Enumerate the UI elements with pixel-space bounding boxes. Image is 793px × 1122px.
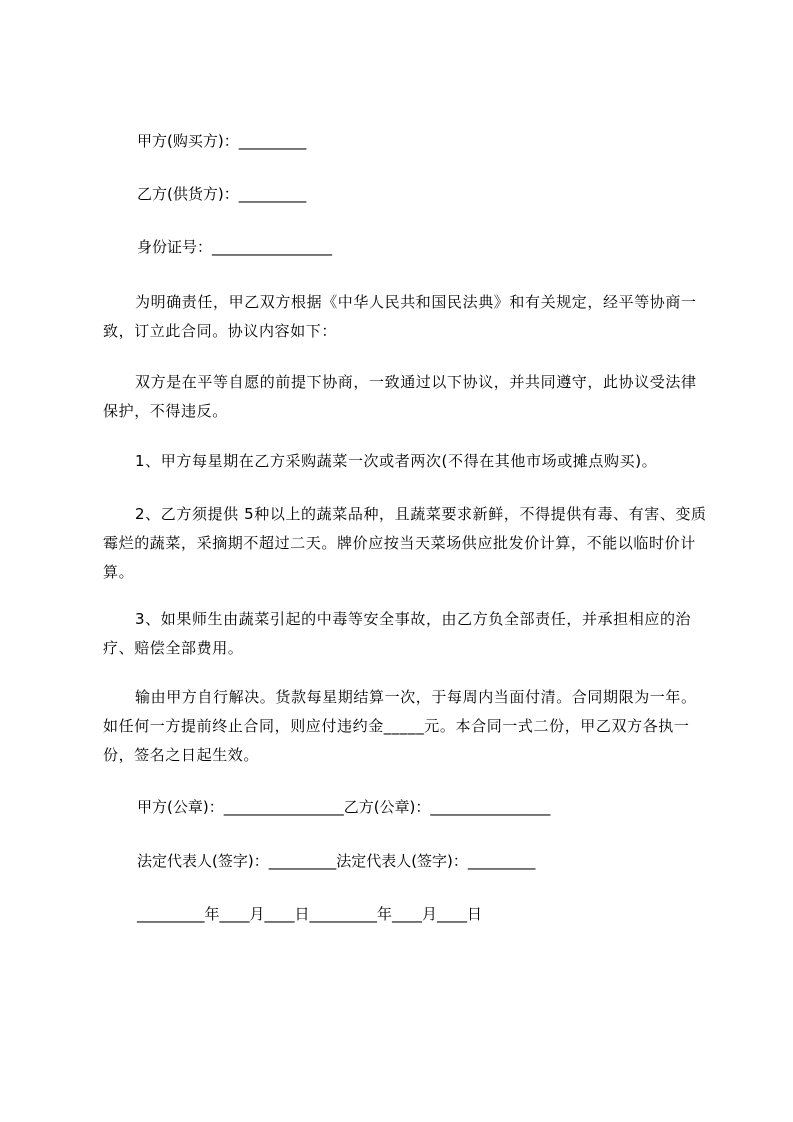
principle-paragraph: 双方是在平等自愿的前提下协商，一致通过以下协议，并共同遵守，此协议受法律保护，不得违反。 <box>103 373 697 420</box>
clause-3-paragraph: 3、如果师生由蔬菜引起的中毒等安全事故，由乙方负全部责任，并承担相应的治疗、赔偿全部费用。 <box>103 610 692 657</box>
party-b-line: 乙方(供货方)：_________ <box>137 185 307 203</box>
id-number-line: 身份证号：________________ <box>137 238 333 256</box>
clause-1-paragraph: 1、甲方每星期在乙方采购蔬菜一次或者两次(不得在其他市场或摊点购买)。 <box>135 452 658 470</box>
party-a-line: 甲方(购买方)：_________ <box>137 132 307 150</box>
seals-line: 甲方(公章)：________________乙方(公章)：________________ <box>137 798 551 816</box>
intro-paragraph: 为明确责任，甲乙双方根据《中华人民共和国民法典》和有关规定，经平等协商一致，订立此合同。协议内容如下： <box>103 293 697 340</box>
clause-4-paragraph: 输由甲方自行解决。货款每星期结算一次，于每周内当面付清。合同期限为一年。如任何一方提前终止合同，则应付违约金_____元。本合同一式二份，甲乙双方各执一份，签名之日起生效。 <box>103 688 697 764</box>
dates-line: _________年____月____日_________年____月____日 <box>137 905 483 923</box>
clause-2-paragraph: 2、乙方须提供 5种以上的蔬菜品种，且蔬菜要求新鲜，不得提供有毒、有害、变质霉烂的蔬菜，采摘期不超过二天。牌价应按当天菜场供应批发价计算，不能以临时价计算。 <box>103 505 707 581</box>
representatives-line: 法定代表人(签字)：_________法定代表人(签字)：_________ <box>137 852 536 870</box>
